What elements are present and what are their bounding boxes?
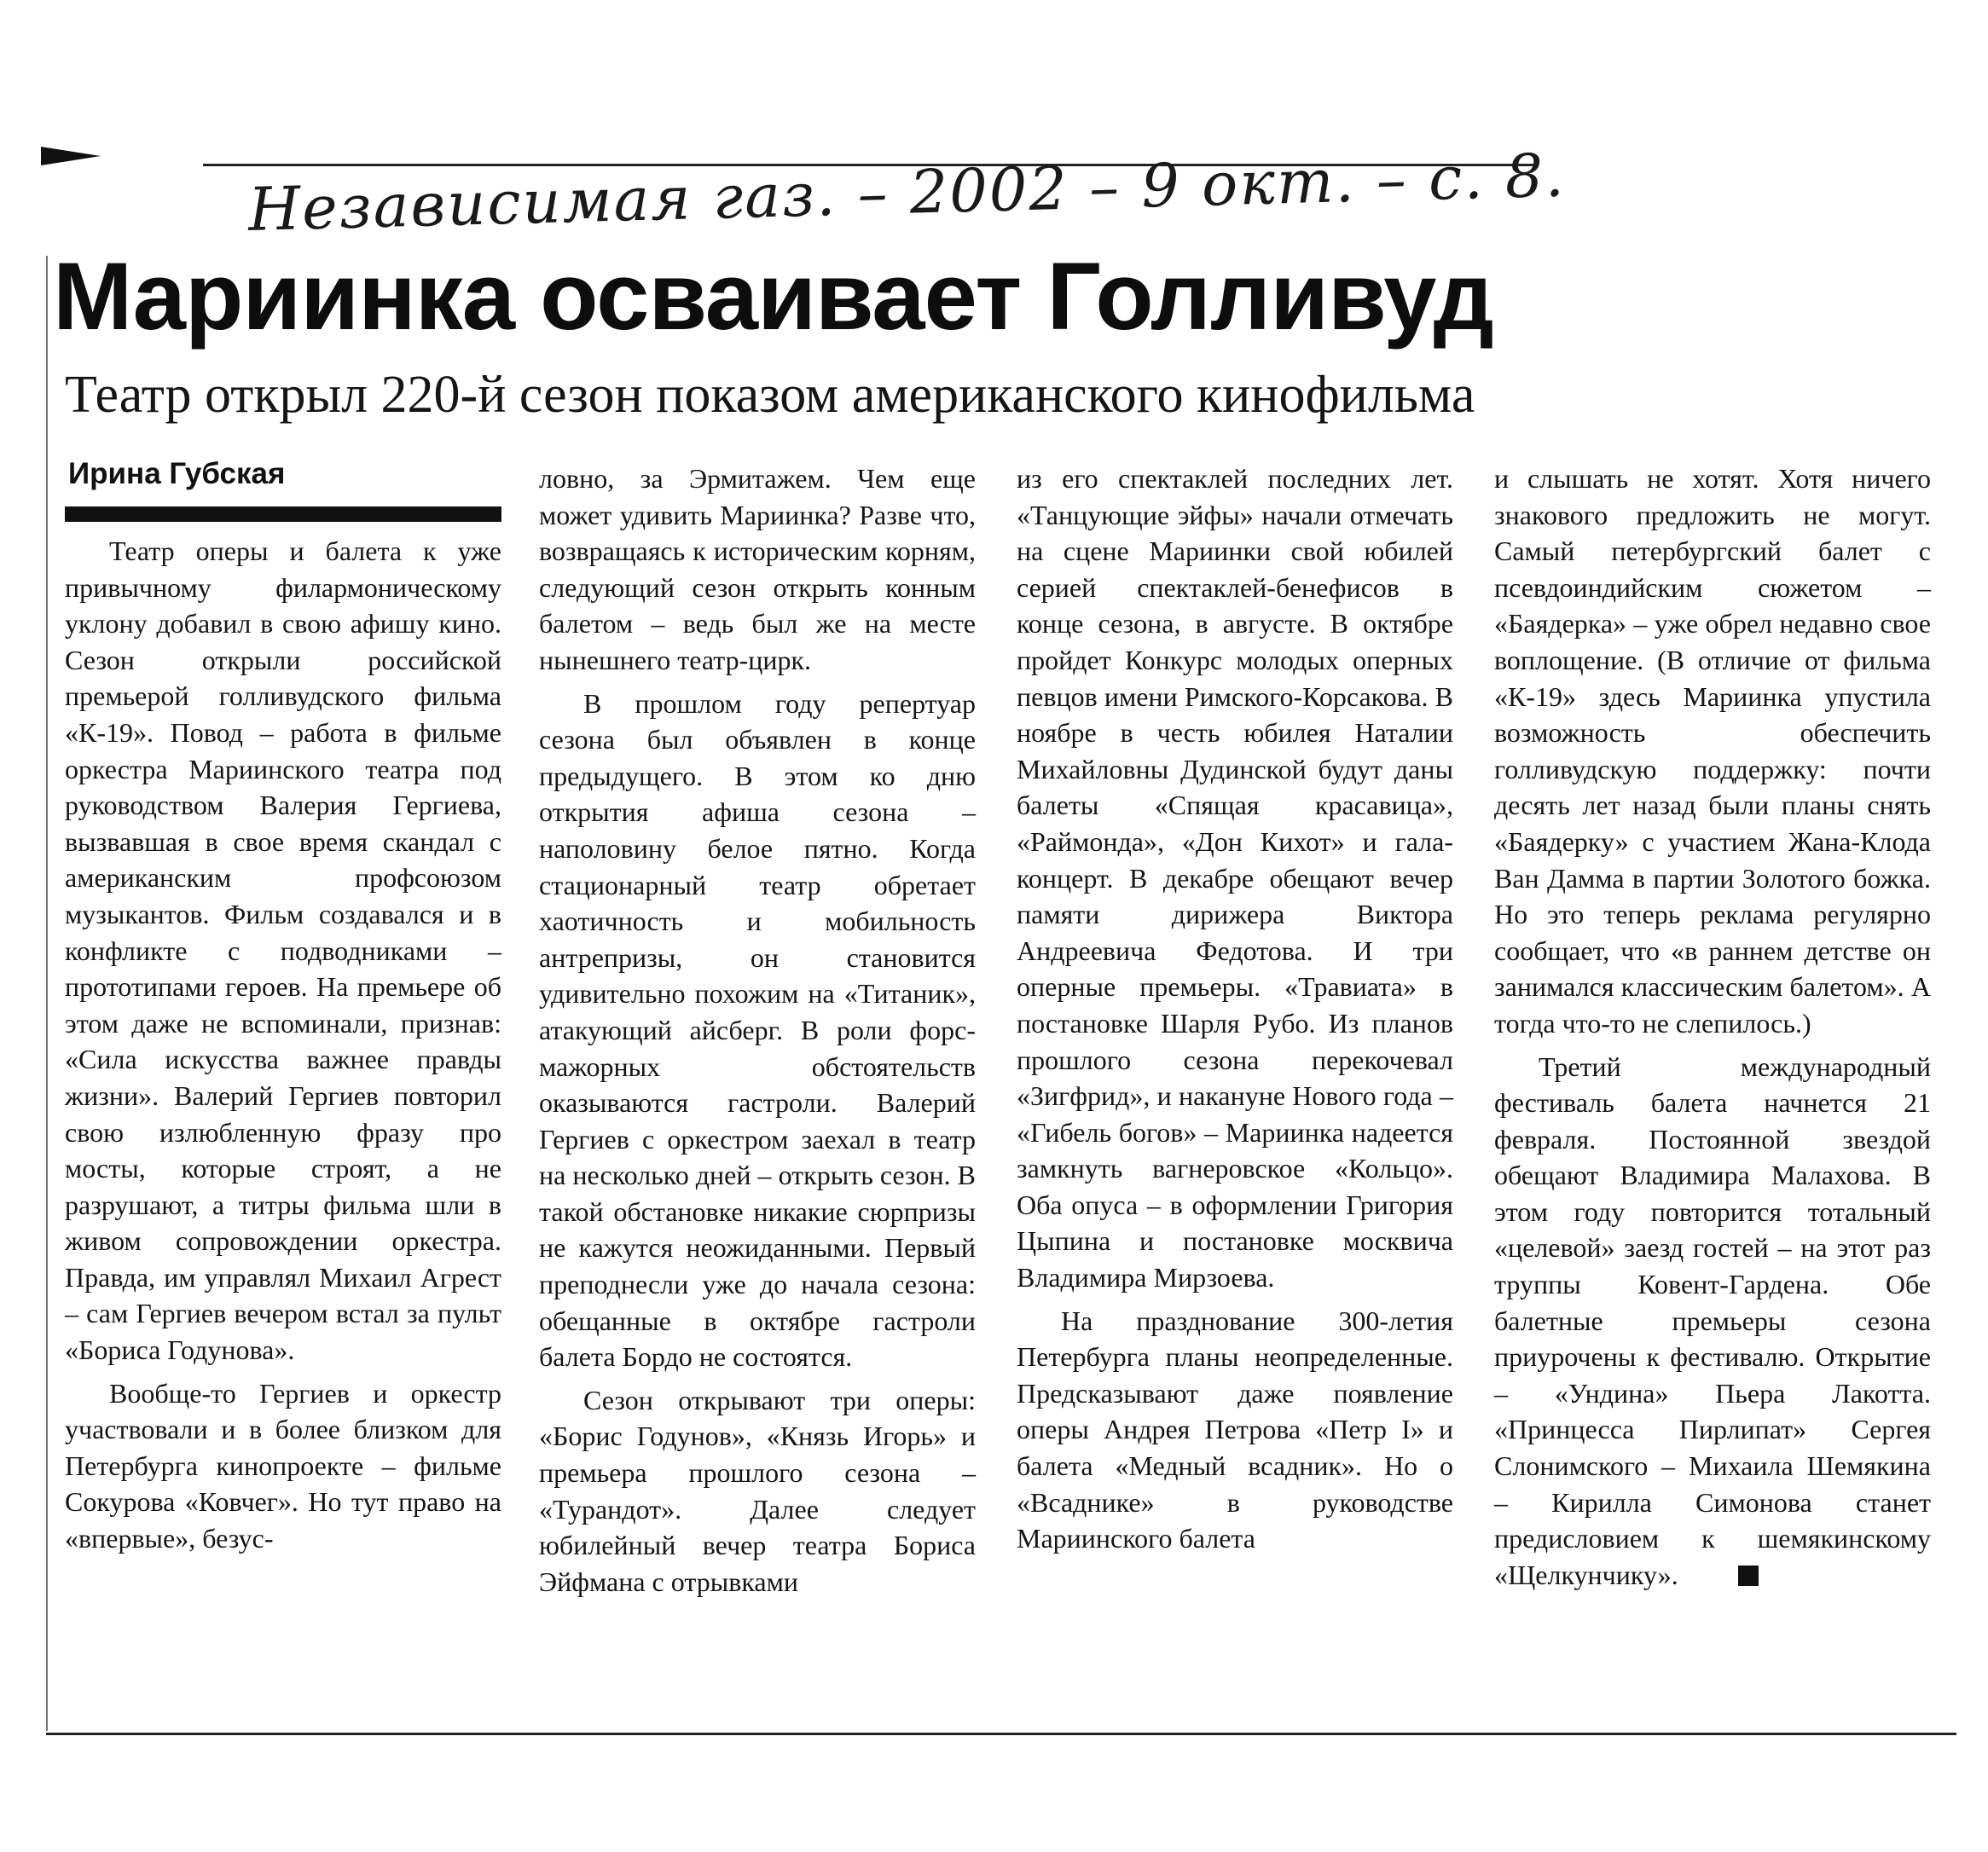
- article-column-1: [65, 533, 501, 1557]
- paragraph: из его спектаклей последних лет. «Танцующие эйфы» начали отмечать на сцене Мариинки свой юбилей серией спектаклей-бенефисов в конце сезона, в августе. В октябре пройдет Конкурс молодых оперных певцов имени Римского-Корсакова. В ноябре в честь юбилея Наталии Михайловны Дудинской будут даны балеты «Спящая красавица», «Раймонда», «Дон Кихот» и гала-концерт. В декабре обещают вечер памяти дирижера Виктора Андреевича Федотова. И три оперные премьеры. «Травиата» в постановке Шарля Рубо. Из планов прошлого сезона перекочевал «Зигфрид», и накануне Нового года – «Гибель богов» – Мариинка надеется замкнуть вагнеровское «Кольцо». Оба опуса – в оформлении Григория Цыпина и постановке москвича Владимира Мирзоева.: [1017, 463, 1453, 1294]
- clipping-arrow-mark: [41, 147, 101, 165]
- left-edge-rule: [46, 256, 48, 1731]
- paragraph-text: Третий международный фестиваль балета начнется 21 февраля. Постоянной звездой обещают Владимира Малахова. В этом году повторится тотальный «целевой» заезд гостей – на этот раз труппы Ковент-Гардена. Обе балетные премьеры сезона приурочены к фестивалю. Открытие – «Ундина» Пьера Лакотта. «Принцесса Пирлипат» Сергея Слонимского – Михаила Шемякина – Кирилла Симонова станет предисловием к шемякинскому «Щелкунчику».: [1494, 1050, 1931, 1590]
- paragraph: Вообще-то Гергиев и оркестр участвовали и в более близком для Петербурга кинопроекте – фильме Сокурова «Ковчег». Но тут право на «впервые», безус-: [65, 1377, 501, 1554]
- subheadline: Театр открыл 220-й сезон показом американского кинофильма: [65, 366, 1475, 424]
- paragraph: В прошлом году репертуар сезона был объявлен в конце предыдущего. В этом ко дню открытия афиша сезона – наполовину белое пятно. Когда стационарный театр обретает хаотичность и мобильность антрепризы, он становится удивительно похожим на «Титаник», атакующий айсберг. В роли форс-мажорных обстоятельств оказываются гастроли. Валерий Гергиев с оркестром заехал в театр на несколько дней – открыть сезон. В такой обстановке никакие сюрпризы не кажутся неожиданными. Первый преподнесли уже до начала сезона: обещанные в октябре гастроли балета Бордо не состоятся.: [539, 687, 976, 1373]
- paragraph: ловно, за Эрмитажем. Чем еще может удивить Мариинка? Разве что, возвращаясь к историческим корням, следующий сезон открыть конным балетом – ведь был же на месте нынешнего театр-цирк.: [539, 463, 976, 675]
- article-column-3: [1017, 460, 1453, 1557]
- paragraph: Сезон открывают три оперы: «Борис Годунов», «Князь Игорь» и премьера прошлого сезона – «Турандот». Далее следует юбилейный вечер театра Бориса Эйфмана с отрывками: [539, 1384, 976, 1597]
- author-byline: Ирина Губская: [68, 457, 286, 490]
- article-column-2: [539, 460, 976, 1600]
- bottom-rule: [46, 1733, 1956, 1735]
- article-column-4: [1494, 460, 1931, 1593]
- paragraph: [1494, 1049, 1931, 1594]
- paragraph: На празднование 300-летия Петербурга планы неопределенные. Предсказывают даже появление оперы Андрея Петрова «Петр I» и балета «Медный всадник». Но о «Всаднике» в руководстве Мариинского балета: [1017, 1305, 1453, 1554]
- handwritten-note: Независимая газ. – 2002 – 9 окт. – с. 8.: [247, 140, 1567, 245]
- paragraph: Театр оперы и балета к уже привычному филармоническому уклону добавил в свою афишу кино. Сезон открыли российской премьерой голливудского фильма «К-19». Повод – работа в фильме оркестра Мариинского театра под руководством Валерия Гергиева, вызвавшая в свое время скандал с американским профсоюзом музыкантов. Фильм создавался и в конфликте с подводниками – прототипами героев. На премьере об этом даже не вспоминали, признав: «Сила искусства важнее правды жизни». Валерий Гергиев повторил свою излюбленную фразу про мосты, которые строят, а не разрушают, а титры фильма шли в живом сопровождении оркестра. Правда, им управлял Михаил Агрест – сам Гергиев вечером встал за пульт «Бориса Годунова».: [65, 535, 501, 1366]
- headline: Мариинка осваивает Голливуд: [53, 243, 1493, 350]
- byline-bar: [65, 506, 501, 522]
- paragraph: и слышать не хотят. Хотя ничего знакового предложить не могут. Самый петербургский балет с псевдоиндийским сюжетом – «Баядерка» – уже обрел недавно свое воплощение. (В отличие от фильма «К-19» здесь Мариинка упустила возможность обеспечить голливудскую поддержку: почти десять лет назад были планы снять «Баядерку» с участием Жана-Клода Ван Дамма в партии Золотого божка. Но это теперь реклама регулярно сообщает, что «в раннем детстве он занимался классическим балетом». А тогда что-то не слепилось.): [1494, 463, 1931, 1039]
- end-of-article-mark: [1738, 1566, 1759, 1586]
